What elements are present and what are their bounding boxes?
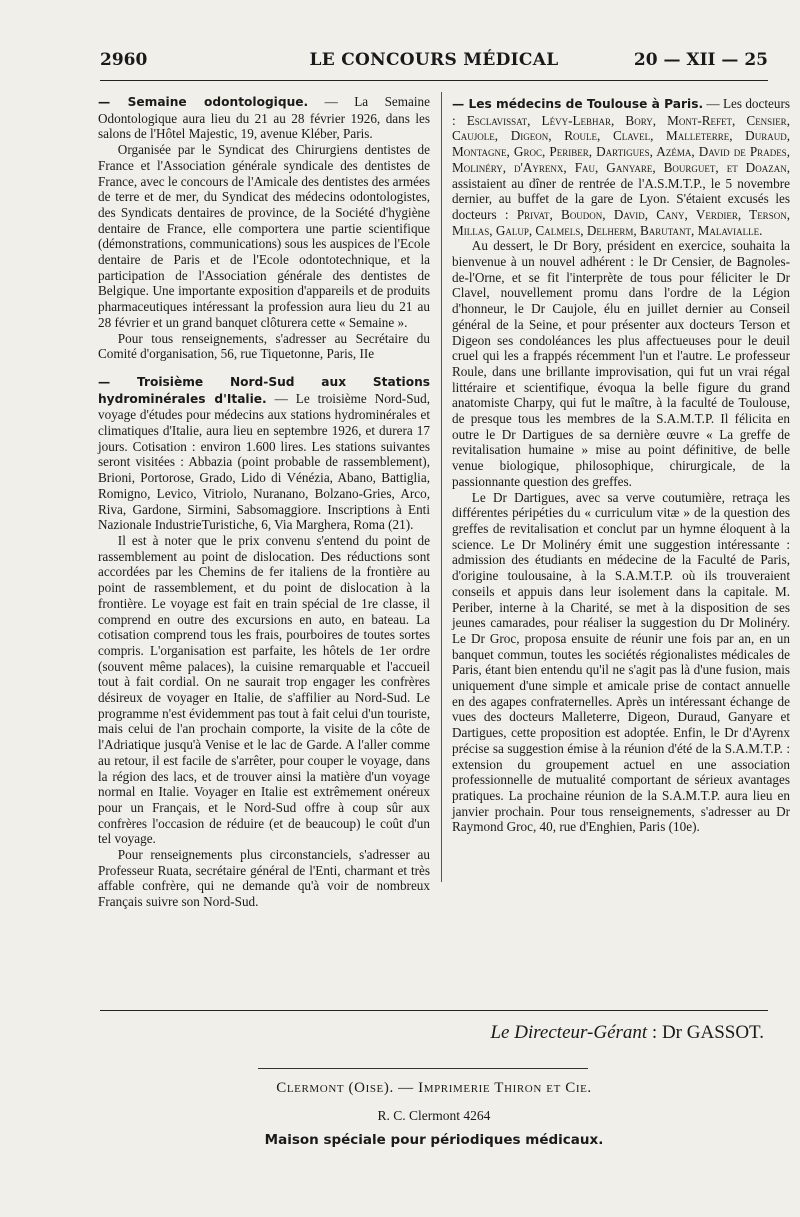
- director-label: Le Directeur-Gérant: [490, 1022, 648, 1043]
- paragraph: Pour tous renseignements, s'adresser au Secrétaire du Comité d'organisation, 56, rue Tiquetonne, Paris, IIe: [98, 330, 430, 362]
- page-header: [100, 50, 768, 76]
- article-text: — La Semaine Odontologique aura lieu du 21 au 28 février 1926, dans les salons de l'Hôtel Majestic, 19, avenue Kléber, Paris.: [98, 94, 430, 142]
- paragraph: Au dessert, le Dr Bory, président en exercice, souhaita la bienvenue à un nouvel adhérent : le Dr Censier, de Bagnoles-de-l'Orne, et se fit l'interprète de tous pour féliciter le Dr Clavel, nouvellement promu dans l'ordre de la Légion d'honneur, le Dr Caujole, élu en juillet dernier au Conseil général de la Seine, et pour présenter aux docteurs Terson et Digeon ses condoléances les plus affectueuses pour le deuil cruel qui les a frappés récemment l'un et l'autre. Le professeur Roule, dans une brillante improvisation, qui fut un vrai régal littéraire et scientifique, évoqua la belle figure du grand anatomiste Charpy, qui fut le maître, à la faculté de Toulouse, de presque tous les membres de la S.A.M.T.P. Il félicita en outre le Dr Dartigues de sa dernière œuvre « La greffe de revitalisation humaine » mise au point définitive, de belle venue biologique, philosophique, chirurgicale, de la passionnante question des greffes.: [452, 238, 790, 489]
- issue-date: 20 — XII — 25: [633, 50, 768, 70]
- header-rule: [100, 80, 768, 81]
- paragraph: Organisée par le Syndicat des Chirurgiens dentistes de France et l'Association générale syndicale des dentistes de France, avec le concours de l'Amicale des dentistes des armées de terre et de mer, du Syndicat des médecins odontologistes, des Syndicats dentaires de province, de la Société d'hygiène dentaire de France, elle comportera une partie scientifique (démonstrations, communications) sous les auspices de l'Ecole dentaire de Paris et de l'Ecole odontotechnique, et la participation de l'Association générale des dentistes de Belgique. Une importante exposition d'appareils et de produits pharmaceutiques intéressant la profession aura lieu du 21 au 28 février et un grand banquet clôturera cette « Semaine ».: [98, 142, 430, 330]
- article-medecins-toulouse: [452, 96, 790, 238]
- registry-line: R. C. Clermont 4264: [377, 1108, 491, 1123]
- footer-rule: [258, 1068, 588, 1069]
- article-nord-sud: [98, 374, 430, 533]
- director-line: [490, 1022, 764, 1044]
- article-title: — Troisième Nord-Sud aux Stations hydrominérales d'Italie.: [98, 374, 430, 406]
- article-text: — Le troisième Nord-Sud, voyage d'études pour médecins aux stations hydrominérales et climatiques d'Italie, aura lieu en septembre 1926, et durera 17 jours. Cotisation : environ 1.600 lires. Les stations suivantes seront visitées : Abbazia (point probable de rassemblement), Brioni, Portorose, Grado, Lido di Vénézia, Abano, Battiglia, Romigno, Levico, Vitriolo, Nuranano, Bolzano-Gries, Arco, Riva, Gardone, Sirmini, Sabsomaggiore. Inscriptions à Enti Nazionale IndustrieTuristiche, 6, Via Marghera, Roma (21).: [98, 390, 431, 533]
- paragraph: Le Dr Dartigues, avec sa verve coutumière, retraça les différentes péripéties du « curriculum vitæ » de la question des greffes de revitalisation et conclut par un hymne éloquent à la science. Le Dr Molinéry émit une suggestion intéressante : admission des étudiants en médecine de la Faculté de Paris, d'origine toulousaine, à la S.A.M.T.P. où ils trouveraient conseils et appuis dans leur isolement dans la capitale. M. Periber, interne à la Charité, se met à la disposition de ses jeunes camarades, pour réaliser la suggestion du Dr Molinéry. Le Dr Groc, proposa ensuite de réunir une fois par an, en un banquet commun, toutes les sociétés régionalistes médicales de Paris, étant bien entendu qu'il ne s'agit pas là d'une fusion, mais uniquement d'une simple et amicale prise de contact annuelle en des agapes confraternelles. Après un intéressant échange de vues des docteurs Malleterre, Digeon, Duraud, Ganyare et Dartigues, cette proposition est adoptée. Enfin, le Dr d'Ayrenx précise sa suggestion émise à la réunion d'été de la S.A.M.T.P. : extension du groupement actuel en une association professionnelle de mutualité comportant de sérieux avantages pratiques. La prochaine réunion de la S.A.M.T.P. aura lieu en janvier prochain. Pour tous renseignements, s'adresser au Dr Raymond Groc, 40, rue d'Enghien, Paris (10e).: [452, 489, 790, 835]
- article-text: — Les docteurs :: [452, 96, 790, 128]
- director-name: : Dr GASSOT.: [647, 1022, 764, 1043]
- imprint-line: Clermont (Oise). — Imprimerie Thiron et Cie.: [276, 1080, 592, 1096]
- article-semaine-odontologique: [98, 94, 430, 142]
- end-rule: [100, 1010, 768, 1011]
- paragraph: Pour renseignements plus circonstanciels, s'adresser au Professeur Ruata, secrétaire général de l'Enti, charmant et très affable confrère, qui ne demande qu'à voir de nombreux Français suivre son Nord-Sud.: [98, 847, 430, 910]
- article-text: assistaient au dîner de rentrée de l'A.S.M.T.P., le 5 novembre dernier, au buffet de la gare de Lyon. S'étaient excusés les docteurs :: [452, 175, 790, 222]
- article-title: — Semaine odontologique.: [98, 95, 309, 109]
- right-column: [452, 96, 790, 886]
- page-number: 2960: [100, 50, 148, 70]
- paragraph: Il est à noter que le prix convenu s'entend du point de rassemblement au point de dislocation. Des réductions sont accordées par les Chemins de fer italiens de la frontière au point de rassemblement, et du point de dislocation à la frontière. Le voyage est fait en train spécial de 1re classe, il comprend en outre des excursions en auto, en bateau. La cotisation comprend tous les frais, pourboires de toutes sortes compris. L'organisation est parfaite, les hôtels de 1er ordre (souvent même palaces), la cuisine remarquable et l'accueil tout à fait cordial. On ne saurait trop engager les confrères désireux de voyager en Italie, de s'affilier au Nord-Sud. Le programme n'est évidemment pas tout à fait celui d'un touriste, mais celui de l'an prochain comporte, la visite de la côte de l'Adriatique jusqu'à Venise et le lac de Garde. A l'aller comme au retour, il est facile de s'arrêter, pour couper le voyage, dans la région des lacs, et de trouver ainsi la matière d'un voyage normal en Italie. Voyager en Italie est extrêmement onéreux pour un Français, et le Nord-Sud offre à coup sûr aux confrères l'occasion de réduire (et de beaucoup) le coût d'un tel voyage.: [98, 532, 430, 847]
- article-title: — Les médecins de Toulouse à Paris.: [452, 97, 704, 111]
- left-column: [98, 94, 431, 910]
- doctor-list: Esclavissat, Lévy-Lebhar, Bory, Mont-Refet, Censier, Caujole, Digeon, Roule, Clavel, Malleterre, Duraud, Montagne, Groc, Periber, Dartigues, Azéma, David de Prades, Molinéry, d'Ayrenx, Fau, Ganyare, Bourguet, et Doazan,: [452, 112, 790, 175]
- journal-title: LE CONCOURS MÉDICAL: [309, 50, 559, 70]
- column-separator: [441, 92, 442, 882]
- doctor-list: Privat, Boudon, David, Cany, Verdier, Terson, Millas, Galup, Calmels, Delherm, Barutant, Malavialle.: [452, 206, 790, 238]
- tagline: Maison spéciale pour périodiques médicaux.: [264, 1132, 604, 1148]
